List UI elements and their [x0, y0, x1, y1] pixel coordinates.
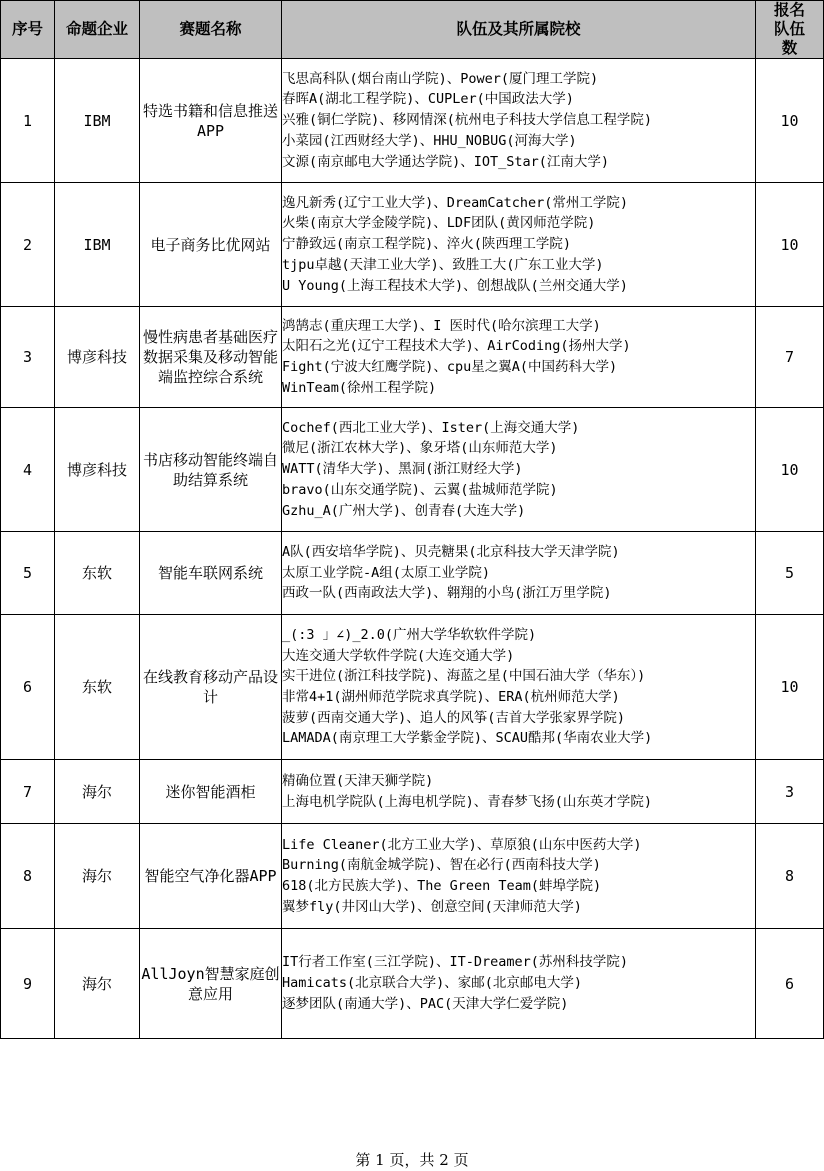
count-cell: 10: [756, 183, 824, 307]
teams-cell: [282, 532, 756, 615]
company-cell: IBM: [55, 183, 140, 307]
topic-cell: 电子商务比优网站: [140, 183, 282, 307]
team-line: 实干进位(浙江科技学院)、海蓝之星(中国石油大学（华东）): [282, 668, 646, 685]
count-cell: 10: [756, 615, 824, 760]
header-row: [1, 1, 824, 59]
seq-cell: 6: [1, 615, 55, 760]
table-row: [1, 59, 824, 183]
team-line: WATT(清华大学)、黑洞(浙江财经大学): [282, 461, 523, 478]
table-row: [1, 307, 824, 408]
company-cell: 海尔: [55, 760, 140, 824]
company-cell: 海尔: [55, 824, 140, 929]
team-line: 西政一队(西南政法大学)、翱翔的小鸟(浙江万里学院): [282, 585, 612, 602]
table-row: [1, 615, 824, 760]
teams-cell: [282, 307, 756, 408]
team-line: Hamicats(北京联合大学)、家邮(北京邮电大学): [282, 975, 583, 992]
team-line: _(:3 」∠)_2.0(广州大学华软软件学院): [282, 626, 537, 643]
team-line: 翼梦fly(井冈山大学)、创意空间(天津师范大学): [282, 898, 582, 915]
count-cell: 10: [756, 59, 824, 183]
team-line: Fight(宁波大红鹰学院)、cpu星之翼A(中国药科大学): [282, 359, 618, 375]
team-line: LAMADA(南京理工大学紫金学院)、SCAU酷邦(华南农业大学): [282, 730, 653, 747]
count-cell: 3: [756, 760, 824, 824]
team-line: A队(西安培华学院)、贝壳糖果(北京科技大学天津学院): [282, 543, 620, 560]
header-count-text: 报名队伍数: [773, 1, 805, 57]
team-line: 精确位置(天津天狮学院): [282, 772, 434, 789]
count-cell: 7: [756, 307, 824, 408]
company-cell: 东软: [55, 532, 140, 615]
team-line: bravo(山东交通学院)、云翼(盐城师范学院): [282, 481, 558, 498]
team-line: 太阳石之光(辽宁工程技术大学)、AirCoding(扬州大学): [282, 338, 631, 355]
seq-cell: 1: [1, 59, 55, 183]
count-cell: 10: [756, 408, 824, 532]
seq-cell: 7: [1, 760, 55, 824]
teams-cell: [282, 615, 756, 760]
teams-cell: [282, 824, 756, 929]
seq-cell: 5: [1, 532, 55, 615]
teams-cell: [282, 929, 756, 1039]
team-line: WinTeam(徐州工程学院): [282, 379, 437, 396]
table-row: [1, 408, 824, 532]
topic-cell: 特选书籍和信息推送APP: [140, 59, 282, 183]
seq-cell: 3: [1, 307, 55, 408]
topic-cell: 在线教育移动产品设计: [140, 615, 282, 760]
team-line: 鸿鹄志(重庆理工大学)、I 医时代(哈尔滨理工大学): [282, 317, 601, 334]
teams-cell: [282, 408, 756, 532]
header-teams: 队伍及其所属院校: [282, 1, 756, 59]
topic-cell: 书店移动智能终端自助结算系统: [140, 408, 282, 532]
team-line: 逐梦团队(南通大学)、PAC(天津大学仁爱学院): [282, 995, 569, 1012]
teams-cell: [282, 183, 756, 307]
company-cell: 海尔: [55, 929, 140, 1039]
team-line: tjpu卓越(天津工业大学)、致胜工大(广东工业大学): [282, 256, 604, 273]
table-row: [1, 760, 824, 824]
topic-cell: 慢性病患者基础医疗数据采集及移动智能端监控综合系统: [140, 307, 282, 408]
team-line: 春晖A(湖北工程学院)、CUPLer(中国政法大学): [282, 91, 574, 108]
team-line: 上海电机学院队(上海电机学院)、青春梦飞扬(山东英才学院): [282, 793, 653, 810]
header-count: [756, 1, 824, 59]
table-row: [1, 183, 824, 307]
team-line: 飞思高科队(烟台南山学院)、Power(厦门理工学院): [282, 70, 599, 87]
seq-cell: 4: [1, 408, 55, 532]
teams-cell: [282, 59, 756, 183]
team-line: 非常4+1(湖州师范学院求真学院)、ERA(杭州师范大学): [282, 689, 620, 705]
company-cell: 博彦科技: [55, 307, 140, 408]
header-company: 命题企业: [55, 1, 140, 59]
count-cell: 6: [756, 929, 824, 1039]
team-line: 小菜园(江西财经大学)、HHU_NOBUG(河海大学): [282, 132, 577, 149]
team-line: 文源(南京邮电大学通达学院)、IOT_Star(江南大学): [282, 153, 610, 170]
team-line: 宁静致远(南京工程学院)、淬火(陕西理工学院): [282, 236, 572, 253]
page-footer: 第 1 页，共 2 页: [355, 1151, 469, 1169]
company-cell: 博彦科技: [55, 408, 140, 532]
team-line: 微尼(浙江农林大学)、象牙塔(山东师范大学): [282, 440, 558, 457]
team-line: U Young(上海工程技术大学)、创想战队(兰州交通大学): [282, 277, 628, 294]
team-line: 兴雅(铜仁学院)、移网情深(杭州电子科技大学信息工程学院): [282, 112, 653, 129]
team-line: 逸凡新秀(辽宁工业大学)、DreamCatcher(常州工学院): [282, 194, 629, 211]
team-line: 菠萝(西南交通大学)、追人的风筝(吉首大学张家界学院): [282, 709, 626, 726]
team-line: Burning(南航金城学院)、智在必行(西南科技大学): [282, 857, 601, 874]
topic-cell: AllJoyn智慧家庭创意应用: [140, 929, 282, 1039]
team-line: Life Cleaner(北方工业大学)、草原狼(山东中医药大学): [282, 836, 642, 853]
team-line: 大连交通大学软件学院(大连交通大学): [282, 647, 515, 664]
team-line: 618(北方民族大学)、The Green Team(蚌埠学院): [282, 878, 602, 894]
team-line: 火柴(南京大学金陵学院)、LDF团队(黄冈师范学院): [282, 215, 596, 232]
header-topic: 赛题名称: [140, 1, 282, 59]
count-cell: 5: [756, 532, 824, 615]
teams-cell: [282, 760, 756, 824]
seq-cell: 9: [1, 929, 55, 1039]
seq-cell: 2: [1, 183, 55, 307]
team-line: IT行者工作室(三江学院)、IT-Dreamer(苏州科技学院): [282, 954, 629, 971]
team-line: Gzhu_A(广州大学)、创青春(大连大学): [282, 502, 526, 519]
topic-cell: 迷你智能酒柜: [140, 760, 282, 824]
topic-cell: 智能空气净化器APP: [140, 824, 282, 929]
company-cell: IBM: [55, 59, 140, 183]
seq-cell: 8: [1, 824, 55, 929]
header-seq: 序号: [1, 1, 55, 59]
table-row: [1, 824, 824, 929]
table-row: [1, 532, 824, 615]
count-cell: 8: [756, 824, 824, 929]
company-cell: 东软: [55, 615, 140, 760]
table-row: [1, 929, 824, 1039]
team-line: Cochef(西北工业大学)、Ister(上海交通大学): [282, 419, 580, 436]
topic-cell: 智能车联网系统: [140, 532, 282, 615]
team-line: 太原工业学院-A组(太原工业学院): [282, 564, 491, 581]
